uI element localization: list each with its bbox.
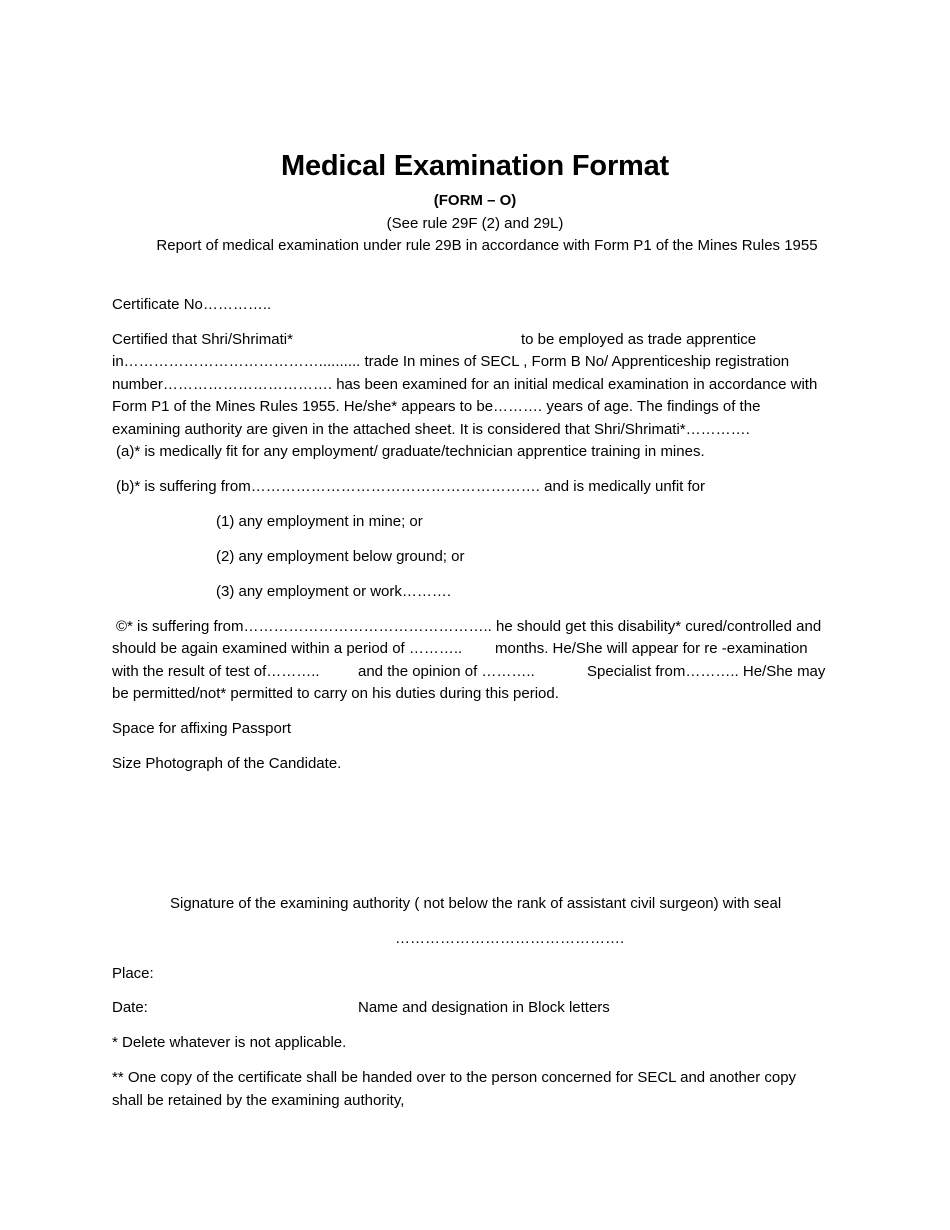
certified-line-2: in………………………………….......... trade In mines of SECL , Form B No/ Apprenticeship registration <box>112 353 790 370</box>
place-label: Place: <box>112 965 154 982</box>
option-c-line-3b: and the opinion of ……….. <box>358 663 535 680</box>
signature-label: Signature of the examining authority ( not below the rank of assistant civil surgeon) with seal <box>170 895 782 912</box>
certified-line-3: number……………………………. has been examined for an initial medical examination in accordance with <box>112 376 818 393</box>
photo-space-line-2: Size Photograph of the Candidate. <box>112 755 342 772</box>
option-b: (b)* is suffering from…………………………………………………. and is medically unfit for <box>116 478 706 495</box>
option-c-line-3c: Specialist from……….. He/She may <box>587 663 826 680</box>
certified-line-4: Form P1 of the Mines Rules 1955. He/she* appears to be………. years of age. The findings of the <box>112 398 761 415</box>
certificate-number: Certificate No………….. <box>112 296 272 313</box>
option-c-line-3a: with the result of test of……….. <box>112 663 320 680</box>
option-c-line-2a: should be again examined within a period of ……….. <box>112 640 463 657</box>
option-a: (a)* is medically fit for any employment/ graduate/technician apprentice training in mines. <box>116 443 705 460</box>
date-label: Date: <box>112 999 148 1016</box>
form-label: (FORM – O) <box>433 192 517 209</box>
unfit-item-3: (3) any employment or work………. <box>216 583 452 600</box>
unfit-item-1: (1) any employment in mine; or <box>216 513 423 530</box>
name-designation-label: Name and designation in Block letters <box>358 999 610 1016</box>
photo-space-line-1: Space for affixing Passport <box>112 720 291 737</box>
certified-line-5: examining authority are given in the attached sheet. It is considered that Shri/Shrimati*…………. <box>112 421 750 438</box>
option-c-line-1: ©* is suffering from………………………………………….. he should get this disability* cured/controlled and <box>116 618 822 635</box>
rule-reference: (See rule 29F (2) and 29L) <box>386 215 564 232</box>
page-title: Medical Examination Format <box>281 150 669 182</box>
footnote-copy-line-2: shall be retained by the examining authority, <box>112 1092 405 1109</box>
option-c-line-2b: months. He/She will appear for re -examination <box>495 640 808 657</box>
footnote-delete: * Delete whatever is not applicable. <box>112 1034 347 1051</box>
footnote-copy-line-1: ** One copy of the certificate shall be handed over to the person concerned for SECL and another copy <box>112 1069 797 1086</box>
certified-line-1a: Certified that Shri/Shrimati* <box>112 331 293 348</box>
signature-line: ………………………………………. <box>395 930 625 947</box>
certified-line-1b: to be employed as trade apprentice <box>521 331 757 348</box>
unfit-item-2: (2) any employment below ground; or <box>216 548 465 565</box>
report-line: Report of medical examination under rule 29B in accordance with Form P1 of the Mines Rules 1955 <box>156 237 818 254</box>
option-c-line-4: be permitted/not* permitted to carry on his duties during this period. <box>112 685 559 702</box>
